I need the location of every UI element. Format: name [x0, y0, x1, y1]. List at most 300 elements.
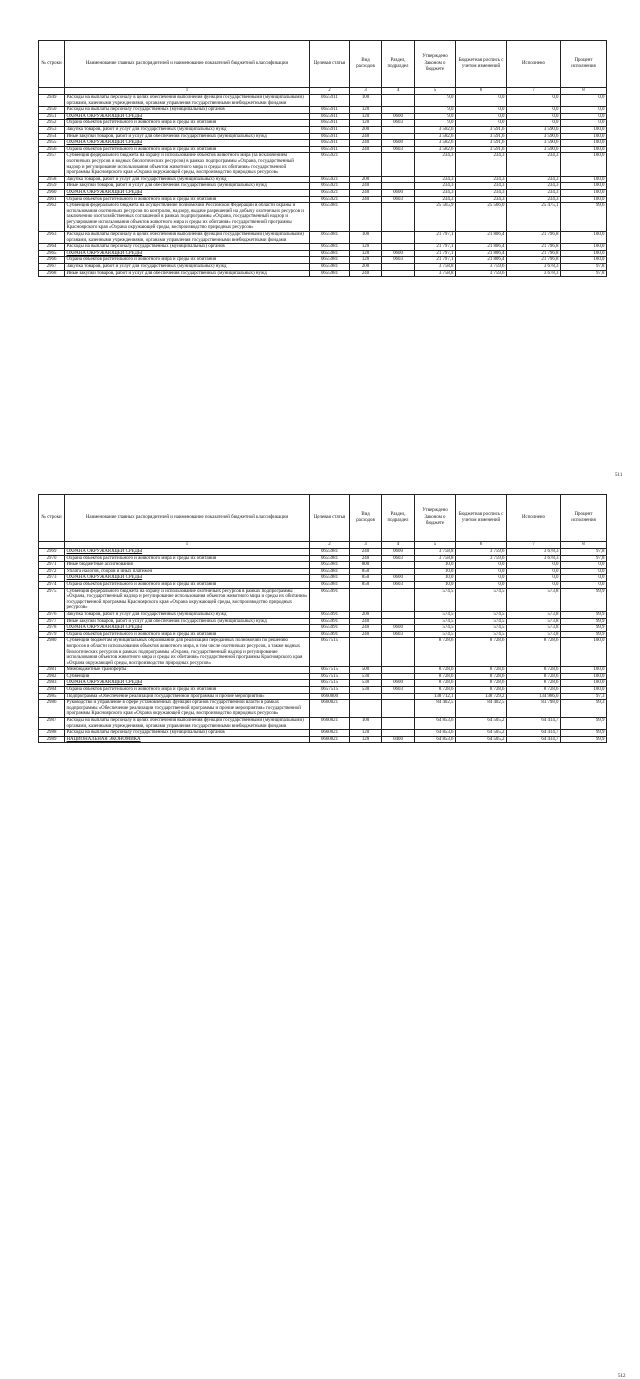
expense-type: 240 [350, 133, 382, 140]
list-amount: 0,0 [456, 107, 507, 114]
list-amount: 0,0 [456, 562, 507, 569]
expense-type: 240 [350, 549, 382, 556]
table-row [39, 700, 607, 718]
row-number: 2973 [39, 575, 65, 582]
row-name: Охрана объектов растительного и животного мира и среды их обитания [65, 687, 310, 694]
table-row [39, 153, 607, 176]
section-code: 0603 [382, 257, 415, 264]
list-amount: 3 759,6 [456, 555, 507, 562]
expense-type: 240 [350, 618, 382, 625]
target-article: 0655911 [310, 95, 350, 107]
expense-type: 200 [350, 176, 382, 183]
row-name: ОХРАНА ОКРУЖАЮЩЕЙ СРЕДЫ [65, 113, 310, 120]
executed-amount: 83 798,0 [507, 700, 561, 718]
expense-type: 240 [350, 555, 382, 562]
list-amount: 234,3 [456, 189, 507, 196]
table-row [39, 250, 607, 257]
section-code [382, 673, 415, 680]
table-row [39, 667, 607, 674]
row-number: 2964 [39, 244, 65, 251]
row-number: 2972 [39, 568, 65, 575]
execution-percent: 100,0 [561, 153, 607, 176]
section-code [382, 270, 415, 277]
row-number: 2967 [39, 264, 65, 271]
list-amount: 21 806,4 [456, 244, 507, 251]
executed-amount: 234,3 [507, 153, 561, 176]
expense-type: 800 [350, 562, 382, 569]
section-code [382, 183, 415, 190]
header-target: Целевая статья [310, 41, 350, 88]
target-article: 0655991 [310, 625, 350, 632]
list-amount: 574,5 [456, 631, 507, 638]
execution-percent: 100,0 [561, 133, 607, 140]
section-code: 0600 [382, 680, 415, 687]
target-article: 0655911 [310, 107, 350, 114]
approved-amount: 234,3 [415, 189, 456, 196]
row-number: 2949 [39, 95, 65, 107]
list-amount: 8 728,6 [456, 638, 507, 667]
target-article: 0660021 [310, 736, 350, 743]
approved-amount: 21 797,1 [415, 257, 456, 264]
row-number: 2955 [39, 140, 65, 147]
row-name: Закупка товаров, работ и услуг для государственных (муниципальных) нужд [65, 176, 310, 183]
execution-percent: 100,0 [561, 257, 607, 264]
section-code: 0600 [382, 625, 415, 632]
target-article: 0655921 [310, 183, 350, 190]
row-number: 2977 [39, 618, 65, 625]
row-name: ОХРАНА ОКРУЖАЮЩЕЙ СРЕДЫ [65, 625, 310, 632]
header-row [39, 41, 607, 88]
executed-amount: 3 590,6 [507, 140, 561, 147]
header-name: Наименование главных распорядителей и наименование показателей бюджетной классификации [65, 495, 310, 542]
expense-type: 200 [350, 126, 382, 133]
row-number: 2976 [39, 611, 65, 618]
target-article: 0655911 [310, 140, 350, 147]
row-name: Иные бюджетные ассигнования [65, 562, 310, 569]
expense-type: 120 [350, 736, 382, 743]
executed-amount: 0,0 [507, 568, 561, 575]
row-number: 2956 [39, 146, 65, 153]
row-name: Расходы на выплаты персоналу государственных (муниципальных) органов [65, 107, 310, 114]
row-name: Расходы на выплаты персоналу государственных (муниципальных) органов [65, 730, 310, 737]
expense-type: 240 [350, 189, 382, 196]
approved-amount: 138 712,1 [415, 693, 456, 700]
list-amount: 3 591,6 [456, 133, 507, 140]
approved-amount: 64 853,6 [415, 736, 456, 743]
approved-amount: 9,0 [415, 113, 456, 120]
execution-percent: 100,0 [561, 126, 607, 133]
approved-amount: 21 797,1 [415, 250, 456, 257]
row-number: 2962 [39, 203, 65, 232]
list-amount: 138 729,2 [456, 693, 507, 700]
expense-type: 120 [350, 120, 382, 127]
approved-amount: 234,3 [415, 176, 456, 183]
list-amount: 3 591,6 [456, 140, 507, 147]
table-row [39, 680, 607, 687]
row-name: Иные закупки товаров, работ и услуг для обеспечения государственных (муниципальных) нужд [65, 270, 310, 277]
header-exp: Вид расходов [350, 41, 382, 88]
section-code [382, 107, 415, 114]
expense-type: 240 [350, 270, 382, 277]
expense-type: 120 [350, 250, 382, 257]
header-list: Бюджетная роспись с учетом изменений [456, 41, 507, 88]
section-code: 0603 [382, 581, 415, 588]
row-name: Уплата налогов, сборов и иных платежей [65, 568, 310, 575]
target-article: 0655981 [310, 270, 350, 277]
section-code [382, 618, 415, 625]
row-number: 2954 [39, 133, 65, 140]
target-article: 0655981 [310, 575, 350, 582]
expense-type [350, 588, 382, 611]
table-row [39, 203, 607, 232]
approved-amount: 3 758,8 [415, 264, 456, 271]
expense-type: 240 [350, 631, 382, 638]
section-code [382, 667, 415, 674]
row-name: Охрана объектов растительного и животного мира и среды их обитания [65, 146, 310, 153]
row-number: 2982 [39, 673, 65, 680]
target-article: 0657515 [310, 687, 350, 694]
target-article: 0655921 [310, 189, 350, 196]
section-code: 0600 [382, 549, 415, 556]
col-index-blank [39, 88, 65, 95]
header-num: № строки [39, 41, 65, 88]
execution-percent: 97,8 [561, 264, 607, 271]
approved-amount: 574,5 [415, 618, 456, 625]
list-amount: 21 806,4 [456, 250, 507, 257]
target-article: 0657515 [310, 667, 350, 674]
row-number: 2975 [39, 588, 65, 611]
row-name: Иные закупки товаров, работ и услуг для обеспечения государственных (муниципальных) нужд [65, 618, 310, 625]
target-article: 0655981 [310, 264, 350, 271]
expense-type [350, 700, 382, 718]
row-number: 2978 [39, 625, 65, 632]
approved-amount: 9,0 [415, 95, 456, 107]
list-amount: 21 806,4 [456, 232, 507, 244]
target-article: 0657515 [310, 638, 350, 667]
expense-type: 240 [350, 183, 382, 190]
target-article: 0657515 [310, 673, 350, 680]
table-row [39, 549, 607, 556]
execution-percent: 99,9 [561, 736, 607, 743]
section-code [382, 244, 415, 251]
target-article: 0660000 [310, 693, 350, 700]
section-code: 0603 [382, 120, 415, 127]
table-row [39, 581, 607, 588]
target-article: 0655981 [310, 232, 350, 244]
executed-amount: 3 678,3 [507, 555, 561, 562]
approved-amount: 3 758,8 [415, 555, 456, 562]
approved-amount: 3 582,6 [415, 140, 456, 147]
execution-percent: 100,0 [561, 673, 607, 680]
row-name: Субвенция федерального бюджета на охрану и использование охотничьих ресурсов в рамках подпрограммы «Охрана, государственный надзор и регулирование использования объектов животного мира и среды их обитания» государственной программы Красноярского края «Охрана окружающей среды, воспроизводство природных ресурсов» [65, 588, 310, 611]
section-code: 0603 [382, 631, 415, 638]
execution-percent: 99,9 [561, 631, 607, 638]
approved-amount: 3 582,6 [415, 133, 456, 140]
executed-amount: 573,8 [507, 588, 561, 611]
budget-table [38, 494, 607, 743]
section-code: 0600 [382, 140, 415, 147]
row-name: Расходы на выплаты персоналу в целях обеспечения выполнения функций государственными (муниципальными) органами, казенными учреждениями, органами управления государственными внебюджетными фондами [65, 718, 310, 730]
expense-type: 240 [350, 196, 382, 203]
row-name: Охрана объектов растительного и животного мира и среды их обитания [65, 581, 310, 588]
row-number: 2958 [39, 176, 65, 183]
header-list: Бюджетная роспись с учетом изменений [456, 495, 507, 542]
col-index: 7 [507, 88, 561, 95]
col-index: 6 [456, 542, 507, 549]
header-row [39, 495, 607, 542]
execution-percent: 0,0 [561, 568, 607, 575]
execution-percent: 99,9 [561, 611, 607, 618]
approved-amount: 8 728,6 [415, 673, 456, 680]
row-name: ОХРАНА ОКРУЖАЮЩЕЙ СРЕДЫ [65, 189, 310, 196]
approved-amount: 3 758,8 [415, 549, 456, 556]
list-amount: 64 505,2 [456, 736, 507, 743]
col-index-blank [39, 542, 65, 549]
list-amount: 574,5 [456, 618, 507, 625]
approved-amount: 8 728,6 [415, 638, 456, 667]
executed-amount: 0,0 [507, 120, 561, 127]
table-row [39, 687, 607, 694]
target-article: 0655911 [310, 113, 350, 120]
row-name: Закупка товаров, работ и услуг для государственных (муниципальных) нужд [65, 264, 310, 271]
row-name: ОХРАНА ОКРУЖАЮЩЕЙ СРЕДЫ [65, 680, 310, 687]
header-approved: Утверждено Законом о бюджете [415, 495, 456, 542]
expense-type: 200 [350, 611, 382, 618]
execution-percent: 100,0 [561, 667, 607, 674]
table-row [39, 120, 607, 127]
execution-percent: 100,0 [561, 244, 607, 251]
row-number: 2987 [39, 718, 65, 730]
approved-amount: 64 853,6 [415, 718, 456, 730]
execution-percent: 99,9 [561, 618, 607, 625]
expense-type: 100 [350, 232, 382, 244]
row-number: 2986 [39, 700, 65, 718]
executed-amount: 234,3 [507, 196, 561, 203]
row-number: 2980 [39, 638, 65, 667]
target-article: 0655981 [310, 257, 350, 264]
target-article: 0655981 [310, 244, 350, 251]
header-pct: Процент исполнения [561, 495, 607, 542]
table-row [39, 257, 607, 264]
list-amount: 0,0 [456, 95, 507, 107]
table-row [39, 140, 607, 147]
approved-amount: 10,0 [415, 562, 456, 569]
row-name: ОХРАНА ОКРУЖАЮЩЕЙ СРЕДЫ [65, 575, 310, 582]
approved-amount: 574,5 [415, 611, 456, 618]
list-amount: 3 591,6 [456, 126, 507, 133]
expense-type: 120 [350, 107, 382, 114]
executed-amount: 21 796,8 [507, 232, 561, 244]
row-number: 2952 [39, 120, 65, 127]
target-article: 0660021 [310, 730, 350, 737]
table-row [39, 196, 607, 203]
approved-amount: 234,3 [415, 196, 456, 203]
row-number: 2989 [39, 736, 65, 743]
section-code [382, 611, 415, 618]
approved-amount: 64 853,6 [415, 730, 456, 737]
execution-percent: 99,9 [561, 730, 607, 737]
executed-amount: 21 796,8 [507, 250, 561, 257]
list-amount: 8 728,6 [456, 680, 507, 687]
table-row [39, 575, 607, 582]
expense-type: 120 [350, 244, 382, 251]
execution-percent: 99,9 [561, 625, 607, 632]
executed-amount: 0,0 [507, 581, 561, 588]
header-exec: Исполнено [507, 41, 561, 88]
row-number: 2966 [39, 257, 65, 264]
list-amount: 0,0 [456, 120, 507, 127]
target-article: 0655921 [310, 176, 350, 183]
execution-percent: 97,8 [561, 270, 607, 277]
column-index-row [39, 88, 607, 95]
table-body [39, 95, 607, 277]
row-name: НАЦИОНАЛЬНАЯ ЭКОНОМИКА [65, 736, 310, 743]
row-number: 2969 [39, 549, 65, 556]
document-page-511 [38, 40, 623, 478]
target-article: 0655981 [310, 555, 350, 562]
execution-percent: 0,0 [561, 107, 607, 114]
row-number: 2968 [39, 270, 65, 277]
executed-amount: 3 590,6 [507, 146, 561, 153]
row-name: Расходы на выплаты персоналу государственных (муниципальных) органов [65, 244, 310, 251]
list-amount: 84 402,5 [456, 700, 507, 718]
approved-amount: 3 582,6 [415, 126, 456, 133]
executed-amount: 0,0 [507, 107, 561, 114]
section-code: 0400 [382, 736, 415, 743]
expense-type: 850 [350, 575, 382, 582]
list-amount: 8 728,6 [456, 667, 507, 674]
approved-amount: 234,3 [415, 183, 456, 190]
target-article: 0655921 [310, 153, 350, 176]
list-amount: 3 759,6 [456, 549, 507, 556]
executed-amount: 0,0 [507, 113, 561, 120]
list-amount: 25 566,0 [456, 203, 507, 232]
list-amount: 574,5 [456, 611, 507, 618]
expense-type: 120 [350, 113, 382, 120]
execution-percent: 0,0 [561, 562, 607, 569]
table-row [39, 107, 607, 114]
section-code: 0603 [382, 687, 415, 694]
expense-type: 120 [350, 257, 382, 264]
row-number: 2950 [39, 107, 65, 114]
row-name: Расходы на выплаты персоналу в целях обеспечения выполнения функций государственными (муниципальными) органами, казенными учреждениями, органами управления государственными внебюджетными фондами [65, 95, 310, 107]
section-code [382, 730, 415, 737]
row-name: ОХРАНА ОКРУЖАЮЩЕЙ СРЕДЫ [65, 140, 310, 147]
row-number: 2988 [39, 730, 65, 737]
execution-percent: 100,0 [561, 232, 607, 244]
row-number: 2979 [39, 631, 65, 638]
table-row [39, 631, 607, 638]
section-code [382, 95, 415, 107]
executed-amount: 8 728,6 [507, 673, 561, 680]
row-name: Межбюджетные трансферты [65, 667, 310, 674]
target-article: 0655981 [310, 581, 350, 588]
row-name: ОХРАНА ОКРУЖАЮЩЕЙ СРЕДЫ [65, 250, 310, 257]
list-amount: 0,0 [456, 568, 507, 575]
row-name: Охрана объектов растительного и животного мира и среды их обитания [65, 257, 310, 264]
executed-amount: 0,0 [507, 95, 561, 107]
list-amount: 3 591,6 [456, 146, 507, 153]
list-amount: 234,3 [456, 196, 507, 203]
list-amount: 0,0 [456, 581, 507, 588]
executed-amount: 3 678,3 [507, 270, 561, 277]
table-row [39, 625, 607, 632]
section-code [382, 718, 415, 730]
row-name: Субвенции бюджетам муниципальных образований для реализации переданных полномочий по решению вопросов в области использования объектов животного мира, в том числе охотничьих ресурсов, а также водных биологических ресурсов в рамках подпрограммы «Охрана, государственный надзор и регулирование использования объектов животного мира и среды их обитания» государственной программы Красноярского края «Охрана окружающей среды, воспроизводство природных ресурсов» [65, 638, 310, 667]
section-code: 0600 [382, 250, 415, 257]
approved-amount: 3 758,8 [415, 270, 456, 277]
executed-amount: 3 678,3 [507, 264, 561, 271]
expense-type: 530 [350, 687, 382, 694]
executed-amount: 3 590,6 [507, 133, 561, 140]
section-code [382, 588, 415, 611]
target-article: 0655981 [310, 568, 350, 575]
col-index: 2 [310, 542, 350, 549]
table-row [39, 126, 607, 133]
row-number: 2970 [39, 555, 65, 562]
table-row [39, 555, 607, 562]
target-article: 0655991 [310, 618, 350, 625]
approved-amount: 10,0 [415, 575, 456, 582]
target-article: 0655911 [310, 126, 350, 133]
section-code [382, 153, 415, 176]
executed-amount: 573,8 [507, 625, 561, 632]
col-index: 3 [350, 88, 382, 95]
execution-percent: 97,8 [561, 549, 607, 556]
col-index: 4 [382, 542, 415, 549]
approved-amount: 25 565,9 [415, 203, 456, 232]
list-amount: 0,0 [456, 575, 507, 582]
expense-type [350, 638, 382, 667]
document-page-512 [38, 494, 626, 1379]
execution-percent: 0,0 [561, 113, 607, 120]
table-row [39, 176, 607, 183]
section-code: 0600 [382, 189, 415, 196]
row-name: Субвенция федерального бюджета на охрану и использование объектов животного мира (за исключением охотничьих ресурсов и водных биологических ресурсов) в рамках подпрограммы «Охрана, государственный надзор и регулирование использования объектов животного мира и среды их обитания» государственной программы Красноярского края «Охрана окружающей среды, воспроизводство природных ресурсов» [65, 153, 310, 176]
approved-amount: 84 402,5 [415, 700, 456, 718]
approved-amount: 9,0 [415, 107, 456, 114]
row-number: 2957 [39, 153, 65, 176]
execution-percent: 100,0 [561, 189, 607, 196]
expense-type: 500 [350, 667, 382, 674]
row-name: Расходы на выплаты персоналу в целях обеспечения выполнения функций государственными (муниципальными) органами, казенными учреждениями, органами управления государственными внебюджетными фондами [65, 232, 310, 244]
executed-amount: 0,0 [507, 562, 561, 569]
section-code: 0603 [382, 555, 415, 562]
expense-type: 850 [350, 581, 382, 588]
execution-percent: 99,9 [561, 588, 607, 611]
approved-amount: 574,5 [415, 631, 456, 638]
target-article: 0660021 [310, 700, 350, 718]
header-exec: Исполнено [507, 495, 561, 542]
expense-type: 530 [350, 673, 382, 680]
header-target: Целевая статья [310, 495, 350, 542]
table-row [39, 693, 607, 700]
section-code: 0600 [382, 575, 415, 582]
table-row [39, 232, 607, 244]
row-number: 2971 [39, 562, 65, 569]
approved-amount: 8 728,6 [415, 687, 456, 694]
executed-amount: 573,8 [507, 611, 561, 618]
page-number: 511 [615, 473, 623, 478]
approved-amount: 234,3 [415, 153, 456, 176]
table-row [39, 189, 607, 196]
list-amount: 3 759,6 [456, 270, 507, 277]
table-row [39, 183, 607, 190]
row-number: 2985 [39, 693, 65, 700]
executed-amount: 573,8 [507, 631, 561, 638]
approved-amount: 10,0 [415, 568, 456, 575]
executed-amount: 21 796,8 [507, 244, 561, 251]
